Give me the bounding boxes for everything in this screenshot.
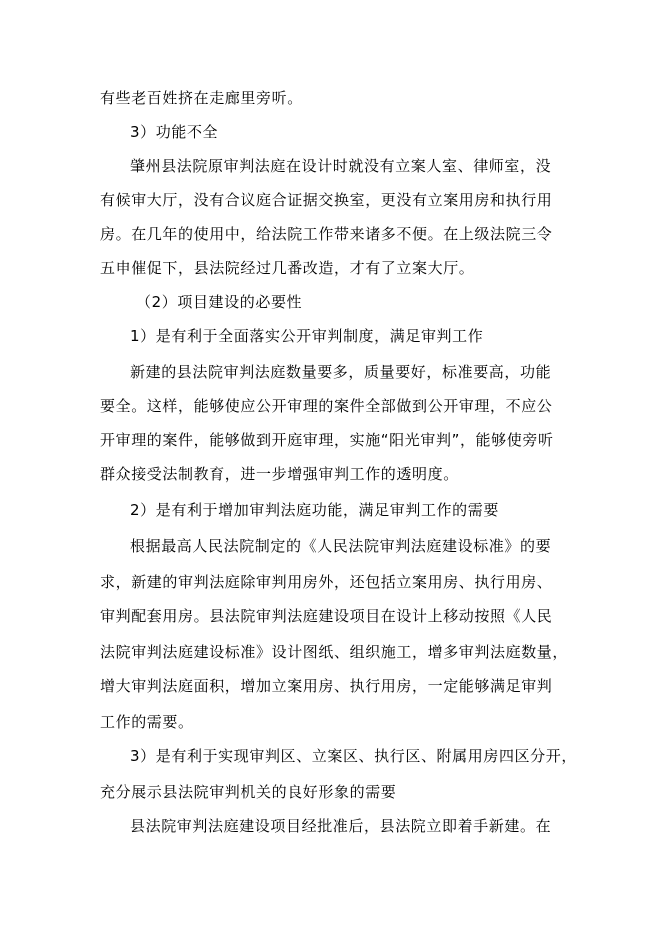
paragraph-line: 开审理的案件，能够做到开庭审理，实施“阳光审判”，能够使旁听	[100, 431, 554, 449]
paragraph-line: 有候审大厅，没有合议庭合证据交换室，更没有立案用房和执行用	[100, 191, 553, 209]
paragraph-line: 增大审判法庭面积，增加立案用房、执行用房，一定能够满足审判	[100, 677, 553, 695]
paragraph-line: 法院审判法庭建设标准》设计图纸、组织施工，增多审判法庭数量，	[100, 643, 569, 661]
paragraph-line: 县法院审判法庭建设项目经批准后，县法院立即着手新建。在	[130, 817, 552, 835]
paragraph-line: 工作的需要。	[100, 713, 194, 731]
paragraph-line: 求，新建的审判法庭除审判用房外，还包括立案用房、执行用房、	[100, 573, 553, 591]
section-heading: （2）项目建设的必要性	[136, 293, 303, 311]
paragraph-line: 肇州县法院原审判法庭在设计时就没有立案人室、律师室，没	[130, 157, 552, 175]
section-heading: 3）功能不全	[130, 123, 219, 141]
section-heading: 充分展示县法院审判机关的良好形象的需要	[100, 783, 397, 801]
paragraph-line: 要全。这样，能够使应公开审理的案件全部做到公开审理，不应公	[100, 397, 553, 415]
paragraph-line: 根据最高人民法院制定的《人民法院审判法庭建设标准》的要	[130, 537, 552, 555]
section-heading: 3）是有利于实现审判区、立案区、执行区、附属用房四区分开，	[130, 747, 577, 765]
paragraph-line: 有些老百姓挤在走廊里旁听。	[100, 89, 303, 107]
paragraph-line: 房。在几年的使用中，给法院工作带来诸多不便。在上级法院三令	[100, 225, 553, 243]
paragraph-line: 五申催促下，县法院经过几番改造，才有了立案大厅。	[100, 259, 475, 277]
paragraph-line: 群众接受法制教育，进一步增强审判工作的透明度。	[100, 465, 459, 483]
paragraph-line: 新建的县法院审判法庭数量要多，质量要好，标准要高，功能	[130, 363, 552, 381]
section-heading: 2）是有利于增加审判法庭功能，满足审判工作的需要	[130, 501, 499, 519]
paragraph-line: 审判配套用房。县法院审判法庭建设项目在设计上移动按照《人民	[100, 607, 553, 625]
section-heading: 1）是有利于全面落实公开审判制度，满足审判工作	[130, 327, 484, 345]
